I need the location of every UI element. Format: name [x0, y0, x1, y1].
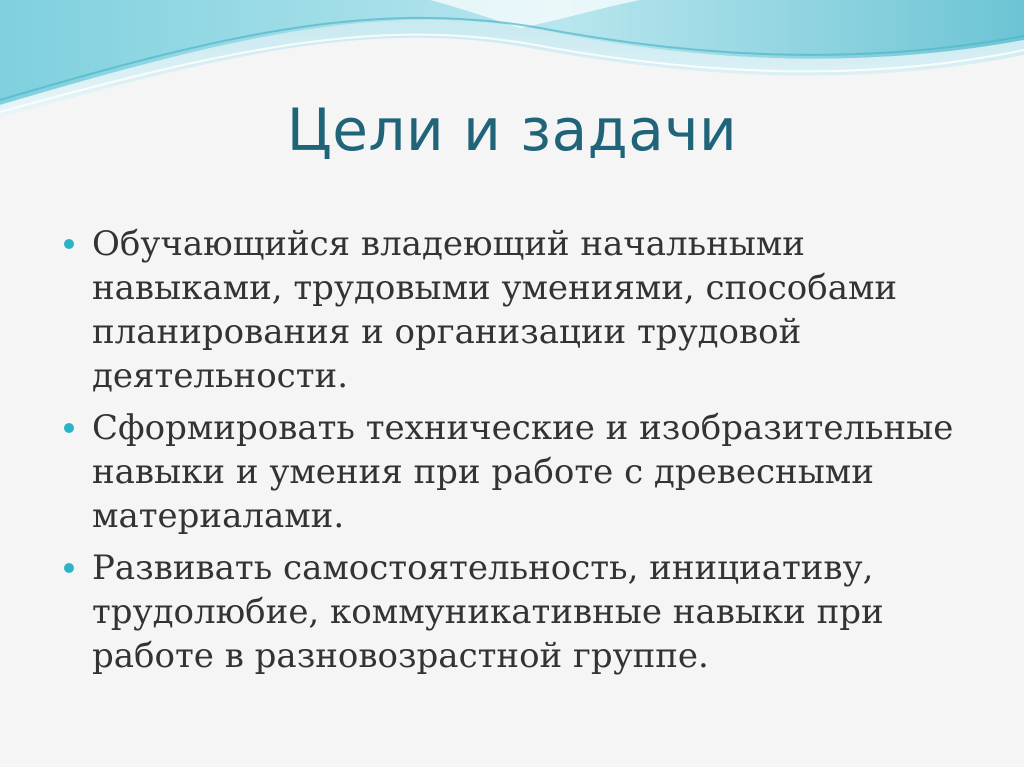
bullet-line: навыки и умения при работе с древесными	[92, 452, 874, 492]
bullet-dot-icon	[64, 239, 74, 249]
bullet-item	[62, 222, 982, 398]
bullet-line: навыками, трудовыми умениями, способами	[92, 268, 898, 308]
bullet-item	[62, 406, 982, 538]
bullet-list	[62, 222, 982, 686]
bullet-dot-icon	[64, 423, 74, 433]
bullet-line: Сформировать технические и изобразительные	[92, 408, 954, 448]
bullet-dot-icon	[64, 563, 74, 573]
bullet-item	[62, 546, 982, 678]
bullet-line: трудолюбие, коммуникативные навыки при	[92, 592, 884, 632]
bullet-line: работе в разновозрастной группе.	[92, 636, 709, 676]
slide-title: Цели и задачи	[286, 96, 738, 164]
bullet-line: материалами.	[92, 496, 345, 536]
bullet-line: Развивать самостоятельность, инициативу,	[92, 548, 874, 588]
bullet-line: Обучающийся владеющий начальными	[92, 224, 805, 264]
bullet-line: деятельности.	[92, 356, 348, 396]
bullet-line: планирования и организации трудовой	[92, 312, 802, 352]
